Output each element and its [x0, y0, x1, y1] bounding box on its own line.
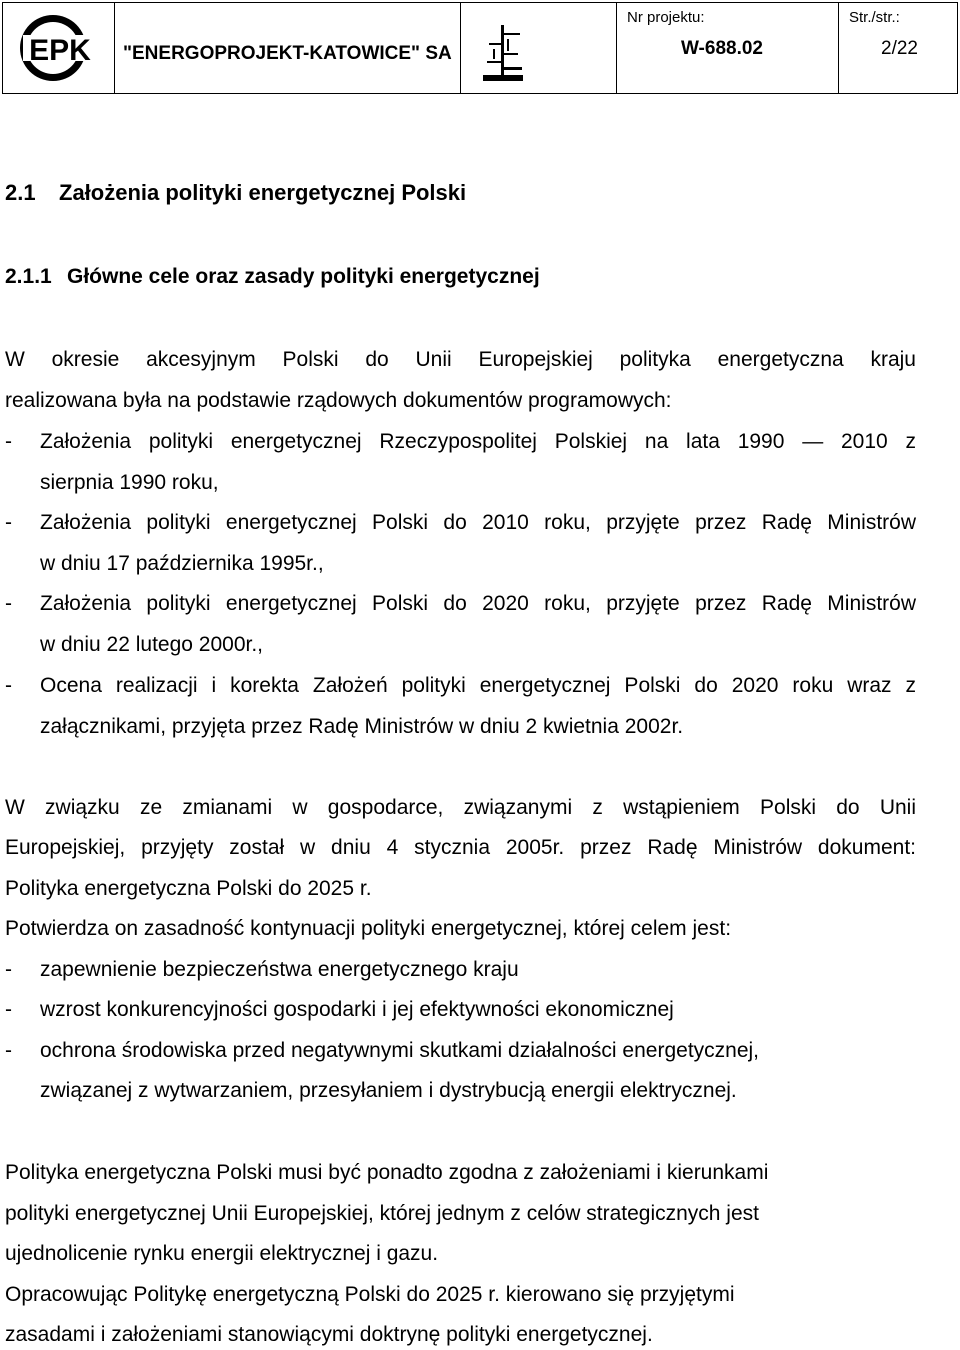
list-item-line: wzrost konkurencyjności gospodarki i jej efektywności ekonomicznej	[40, 998, 674, 1021]
list-dash: -	[5, 592, 12, 615]
emblem-cell	[461, 3, 617, 93]
list-item-line: zapewnienie bezpieczeństwa energetycznego kraju	[40, 958, 519, 981]
paragraph-line: Potwierdza on zasadność kontynuacji polityki energetycznej, której celem jest:	[5, 917, 732, 940]
section-number: 2.1	[5, 180, 36, 205]
list-item-line: w dniu 17 października 1995r.,	[40, 552, 324, 575]
paragraph-line: Opracowując Politykę energetyczną Polski do 2025 r. kierowano się przyjętymi	[5, 1283, 735, 1306]
page-number-label: Str./str.:	[849, 9, 900, 26]
list-dash: -	[5, 958, 12, 981]
list-dash: -	[5, 430, 12, 453]
list-item-line: w dniu 22 lutego 2000r.,	[40, 633, 264, 656]
section-title: Założenia polityki energetycznej Polski	[59, 180, 467, 205]
paragraph-line: ujednolicenie rynku energii elektrycznej i gazu.	[5, 1242, 439, 1265]
subsection-title: Główne cele oraz zasady polityki energetycznej	[67, 265, 540, 288]
project-number: W-688.02	[681, 38, 763, 59]
list-item-line: ochrona środowiska przed negatywnymi skutkami działalności energetycznej,	[40, 1039, 760, 1062]
list-item-line: sierpnia 1990 roku,	[40, 471, 219, 494]
emblem-icon	[481, 25, 527, 85]
list-dash: -	[5, 674, 12, 697]
company-cell	[115, 3, 461, 93]
logo-cell	[3, 3, 115, 93]
svg-text:EPK: EPK	[29, 34, 91, 67]
paragraph-line: W związku ze zmianami w gospodarce, związanymi z wstąpieniem Polski do Unii	[5, 796, 916, 819]
paragraph-line: zasadami i założeniami stanowiącymi doktrynę polityki energetycznej.	[5, 1323, 653, 1346]
list-item-line: Założenia polityki energetycznej Polski do 2020 roku, przyjęte przez Radę Ministrów	[40, 592, 916, 615]
list-dash: -	[5, 998, 12, 1021]
paragraph-line: polityki energetycznej Unii Europejskiej, której jednym z celów strategicznych jest	[5, 1202, 759, 1225]
paragraph-line: Polityka energetyczna Polski musi być ponadto zgodna z założeniami i kierunkami	[5, 1161, 769, 1184]
list-item-line: załącznikami, przyjęta przez Radę Ministrów w dniu 2 kwietnia 2002r.	[40, 715, 684, 738]
subsection-heading	[5, 265, 540, 289]
project-number-label: Nr projektu:	[627, 9, 705, 26]
list-item-line: związanej z wytwarzaniem, przesyłaniem i dystrybucją energii elektrycznej.	[40, 1079, 737, 1102]
paragraph-line: W okresie akcesyjnym Polski do Unii Europejskiej polityka energetyczna kraju	[5, 348, 916, 371]
project-number-cell	[617, 3, 839, 93]
paragraph-line: realizowana była na podstawie rządowych dokumentów programowych:	[5, 389, 672, 412]
list-dash: -	[5, 511, 12, 534]
page-number-cell	[839, 3, 959, 93]
paragraph-line: Europejskiej, przyjęty został w dniu 4 stycznia 2005r. przez Radę Ministrów dokument:	[5, 836, 916, 859]
list-dash: -	[5, 1039, 12, 1062]
page-number: 2/22	[881, 38, 918, 59]
section-heading	[5, 180, 466, 206]
company-name: "ENERGOPROJEKT-KATOWICE" SA	[123, 43, 452, 64]
epk-logo	[15, 13, 105, 83]
paragraph-line: Polityka energetyczna Polski do 2025 r.	[5, 877, 372, 900]
document-header	[2, 2, 958, 94]
list-item-line: Założenia polityki energetycznej Polski do 2010 roku, przyjęte przez Radę Ministrów	[40, 511, 916, 534]
subsection-number: 2.1.1	[5, 265, 52, 288]
list-item-line: Ocena realizacji i korekta Założeń polityki energetycznej Polski do 2020 roku wraz z	[40, 674, 916, 697]
list-item-line: Założenia polityki energetycznej Rzeczypospolitej Polskiej na lata 1990 — 2010 z	[40, 430, 916, 453]
